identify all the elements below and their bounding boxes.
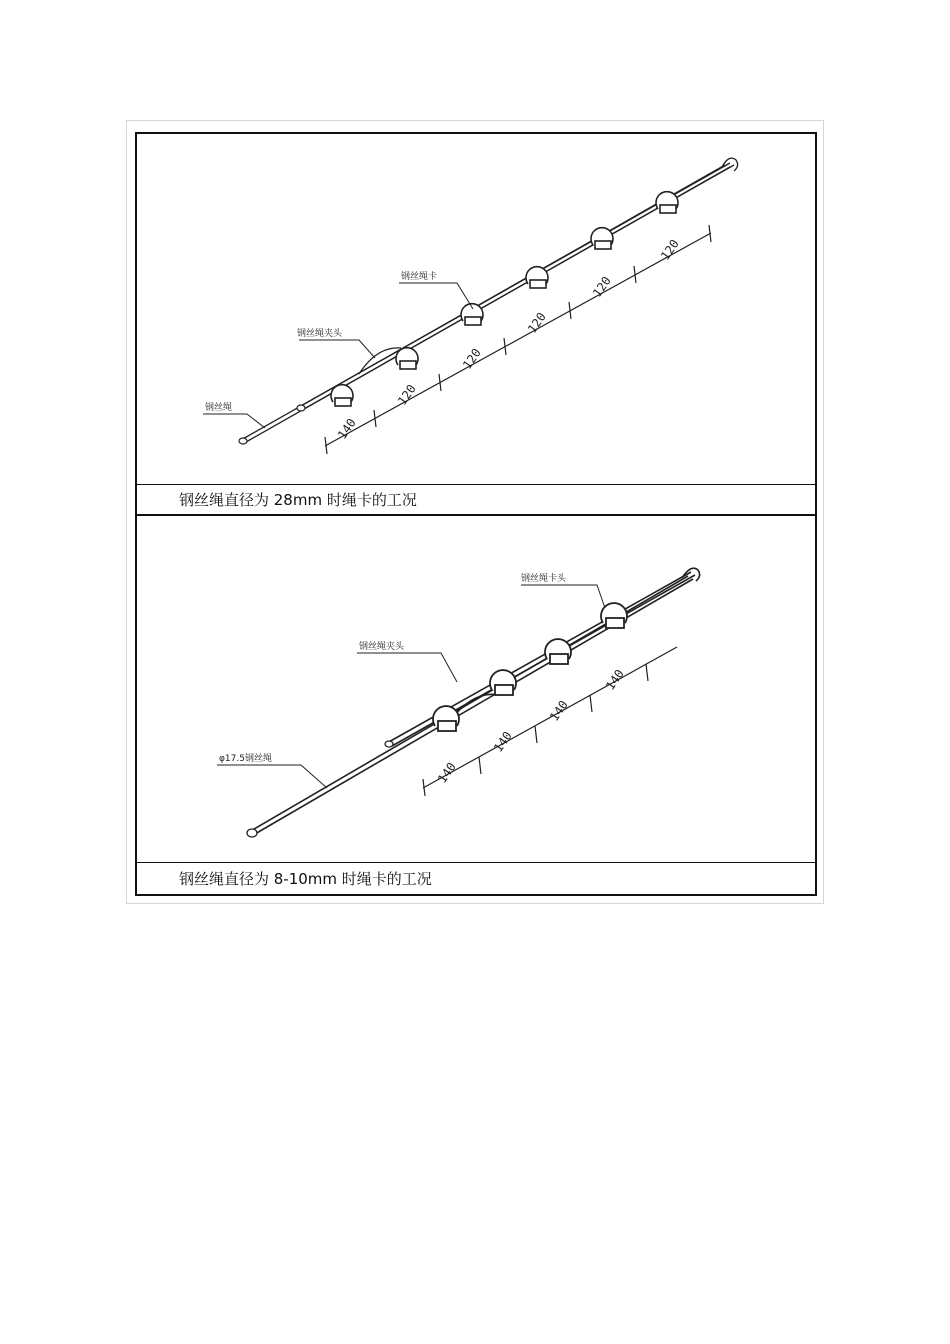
dimension-label: 140: [490, 728, 515, 755]
dimension-label: 140: [602, 666, 627, 693]
dimension-label: 140: [434, 759, 459, 786]
dimension-label: 140: [546, 697, 571, 724]
rope-clip: [490, 670, 516, 695]
figure-1-drawing: [137, 134, 815, 484]
label-wire-rope: 钢丝绳: [205, 403, 233, 413]
label-wire-rope-17-5: φ17.5钢丝绳: [219, 754, 272, 764]
dimension-label: 120: [589, 273, 614, 300]
label-rope-clip-head: 钢丝绳卡头: [521, 574, 567, 584]
figure-2-caption: 钢丝绳直径为 8-10mm 时绳卡的工况: [179, 870, 432, 888]
figure-1-panel: [137, 134, 815, 485]
rope-clips-1: [331, 192, 678, 406]
rope-clip: [526, 267, 548, 288]
rope-clip: [656, 192, 678, 213]
figure-1-caption-row: [137, 484, 815, 516]
dimension-labels-1: [335, 237, 682, 442]
dimension-label: 120: [394, 381, 419, 408]
figure-table: [135, 132, 817, 896]
figure-2-panel: [137, 514, 815, 863]
label-rope-clamp-head: 钢丝绳夹头: [297, 329, 343, 339]
dimension-labels-2: [435, 667, 627, 786]
figure-2-caption-row: [137, 862, 815, 894]
rope-clip: [545, 639, 571, 664]
rope-clip: [591, 228, 613, 249]
figure-1-caption: 钢丝绳直径为 28mm 时绳卡的工况: [179, 491, 417, 509]
dimension-label: 120: [657, 236, 682, 263]
dimension-label: 140: [334, 415, 359, 442]
dimension-label: 120: [459, 345, 484, 372]
rope-clips-2: [433, 603, 627, 731]
label-rope-clamp-head: 钢丝绳夹头: [359, 642, 405, 652]
label-rope-clip: 钢丝绳卡: [401, 272, 438, 282]
figure-2-drawing: [137, 514, 815, 862]
rope-clip: [331, 385, 353, 406]
dimension-label: 120: [524, 309, 549, 336]
rope-clip: [396, 348, 418, 369]
